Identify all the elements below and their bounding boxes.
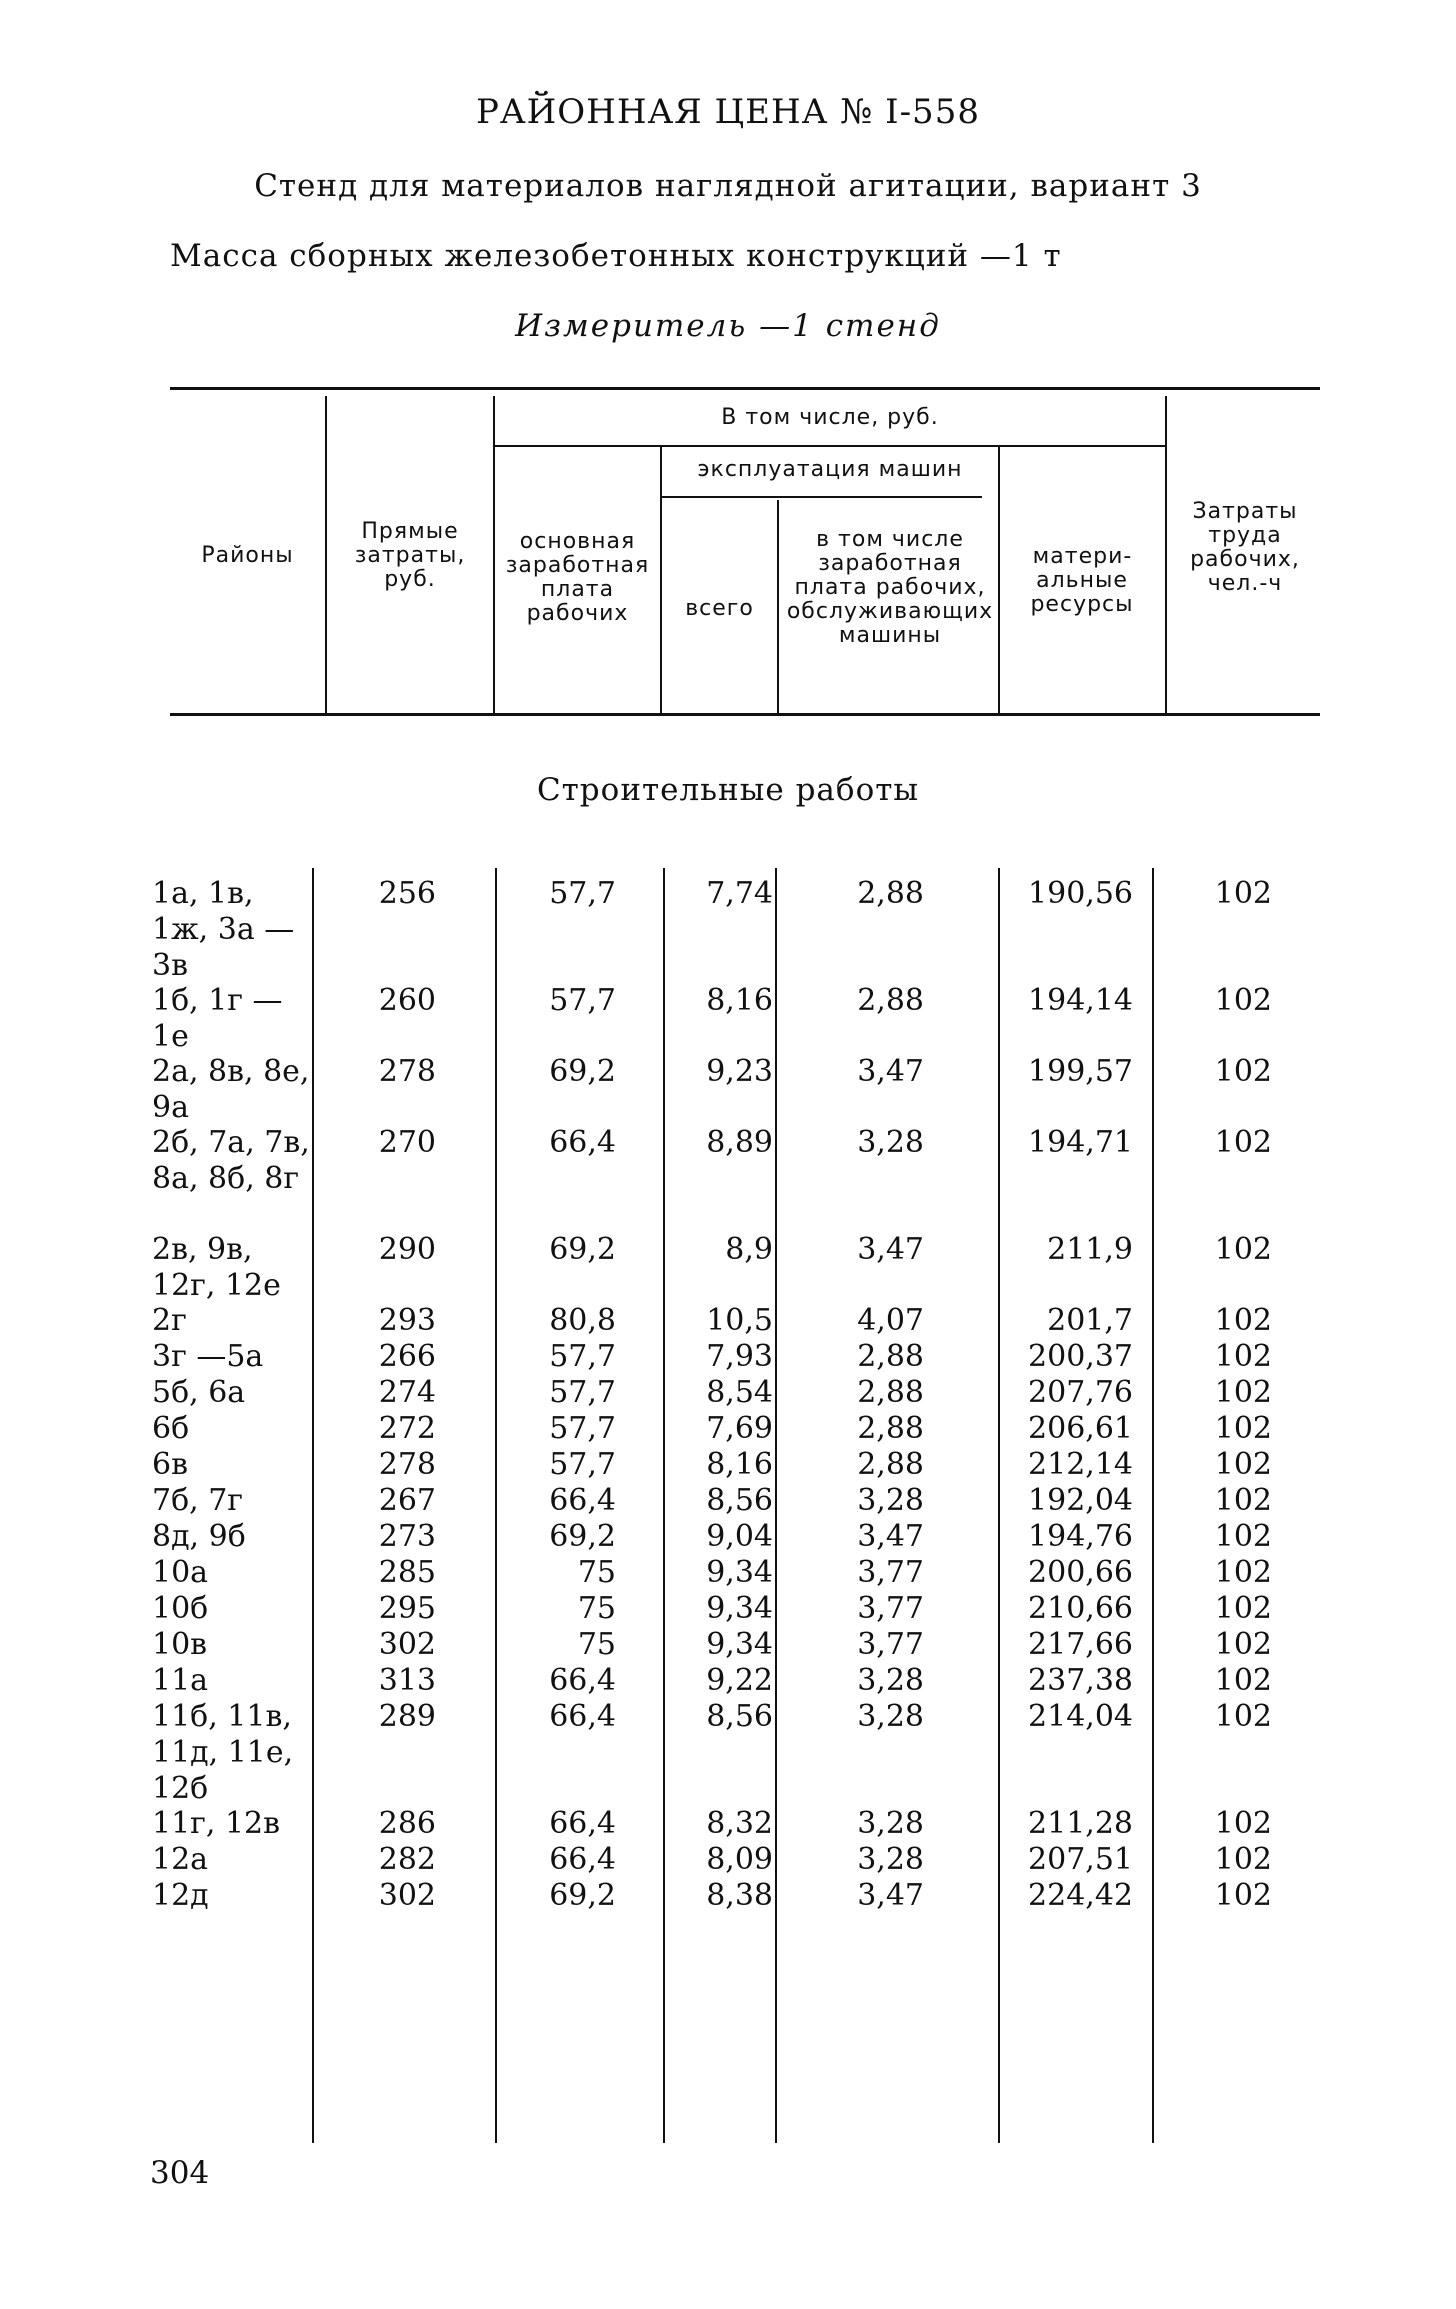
direct-costs-cell: 295 <box>378 1591 436 1626</box>
direct-costs-cell: 302 <box>378 1878 436 1913</box>
materials-cell: 207,51 <box>1028 1842 1133 1877</box>
labor-cell: 102 <box>1214 876 1272 911</box>
region-cell: 11б, 11в, 11д, 11е, 12б <box>152 1699 294 1806</box>
region-cell: 5б, 6а <box>152 1375 246 1410</box>
page-number: 304 <box>150 2155 210 2191</box>
labor-cell: 102 <box>1214 1303 1272 1338</box>
base-wage-cell: 57,7 <box>549 876 616 911</box>
machine-wage-cell: 3,47 <box>857 1054 924 1089</box>
machine-wage-cell: 4,07 <box>857 1303 924 1338</box>
materials-cell: 210,66 <box>1028 1591 1133 1626</box>
base-wage-cell: 66,4 <box>549 1699 616 1734</box>
machine-total-cell: 9,23 <box>706 1054 773 1089</box>
direct-costs-cell: 274 <box>378 1375 436 1410</box>
region-cell: 12а <box>152 1842 209 1877</box>
unit-line: Измеритель —1 стенд <box>515 308 941 344</box>
direct-costs-cell: 272 <box>378 1411 436 1446</box>
header-regions: Районы <box>201 543 294 568</box>
machine-wage-cell: 2,88 <box>857 1375 924 1410</box>
direct-costs-cell: 266 <box>378 1339 436 1374</box>
materials-cell: 201,7 <box>1047 1303 1133 1338</box>
labor-cell: 102 <box>1214 1806 1272 1841</box>
header-divider-3 <box>660 447 662 714</box>
direct-costs-cell: 273 <box>378 1519 436 1554</box>
base-wage-cell: 69,2 <box>549 1878 616 1913</box>
materials-cell: 200,37 <box>1028 1339 1133 1374</box>
direct-costs-cell: 256 <box>378 876 436 911</box>
header-including: В том числе, руб. <box>721 405 939 430</box>
header-divider-2 <box>493 396 495 714</box>
region-cell: 8д, 9б <box>152 1519 246 1554</box>
machine-wage-cell: 3,28 <box>857 1663 924 1698</box>
machine-wage-cell: 3,47 <box>857 1519 924 1554</box>
base-wage-cell: 69,2 <box>549 1054 616 1089</box>
labor-cell: 102 <box>1214 1842 1272 1877</box>
region-cell: 6в <box>152 1447 188 1482</box>
direct-costs-cell: 270 <box>378 1125 436 1160</box>
region-cell: 6б <box>152 1411 190 1446</box>
base-wage-cell: 80,8 <box>549 1303 616 1338</box>
machine-wage-cell: 2,88 <box>857 1339 924 1374</box>
labor-cell: 102 <box>1214 1447 1272 1482</box>
header-divider-6 <box>1165 396 1167 714</box>
machine-wage-cell: 3,28 <box>857 1806 924 1841</box>
labor-cell: 102 <box>1214 1339 1272 1374</box>
materials-cell: 224,42 <box>1028 1878 1133 1913</box>
base-wage-cell: 57,7 <box>549 983 616 1018</box>
machine-total-cell: 9,22 <box>706 1663 773 1698</box>
machine-total-cell: 9,34 <box>706 1555 773 1590</box>
machine-wage-cell: 3,28 <box>857 1699 924 1734</box>
direct-costs-cell: 278 <box>378 1054 436 1089</box>
region-cell: 11г, 12в <box>152 1806 281 1841</box>
header-base-wage: основная заработная плата рабочих <box>505 529 650 626</box>
region-cell: 10в <box>152 1627 208 1662</box>
materials-cell: 211,28 <box>1028 1806 1133 1841</box>
section-title: Строительные работы <box>536 772 920 808</box>
region-cell: 2в, 9в, 12г, 12е <box>152 1232 281 1303</box>
header-labor: Затраты труда рабочих, чел.-ч <box>1190 499 1300 596</box>
direct-costs-cell: 289 <box>378 1699 436 1734</box>
materials-cell: 237,38 <box>1028 1663 1133 1698</box>
machine-total-cell: 9,34 <box>706 1591 773 1626</box>
materials-cell: 200,66 <box>1028 1555 1133 1590</box>
materials-cell: 194,14 <box>1028 983 1133 1018</box>
region-cell: 3г —5а <box>152 1339 264 1374</box>
machine-wage-cell: 3,47 <box>857 1232 924 1267</box>
direct-costs-cell: 290 <box>378 1232 436 1267</box>
base-wage-cell: 66,4 <box>549 1125 616 1160</box>
materials-cell: 207,76 <box>1028 1375 1133 1410</box>
machine-total-cell: 8,38 <box>706 1878 773 1913</box>
base-wage-cell: 75 <box>577 1591 616 1626</box>
machine-total-cell: 8,32 <box>706 1806 773 1841</box>
header-machine-wage: в том числе заработная плата рабочих, обслуживающих машины <box>786 527 994 648</box>
materials-cell: 194,76 <box>1028 1519 1133 1554</box>
page-title: РАЙОННАЯ ЦЕНА № I-558 <box>476 92 980 132</box>
header-machine-operation: эксплуатация машин <box>697 457 963 482</box>
direct-costs-cell: 285 <box>378 1555 436 1590</box>
base-wage-cell: 57,7 <box>549 1339 616 1374</box>
machine-wage-cell: 3,47 <box>857 1878 924 1913</box>
labor-cell: 102 <box>1214 1663 1272 1698</box>
header-bottom-rule <box>170 713 1320 716</box>
labor-cell: 102 <box>1214 1627 1272 1662</box>
direct-costs-cell: 302 <box>378 1627 436 1662</box>
materials-cell: 206,61 <box>1028 1411 1133 1446</box>
direct-costs-cell: 260 <box>378 983 436 1018</box>
base-wage-cell: 66,4 <box>549 1483 616 1518</box>
labor-cell: 102 <box>1214 1591 1272 1626</box>
machine-operation-rule <box>662 496 982 498</box>
region-cell: 1б, 1г — 1е <box>152 983 283 1054</box>
labor-cell: 102 <box>1214 1411 1272 1446</box>
base-wage-cell: 69,2 <box>549 1232 616 1267</box>
machine-total-cell: 9,04 <box>706 1519 773 1554</box>
table-top-rule <box>170 387 1320 390</box>
base-wage-cell: 75 <box>577 1627 616 1662</box>
machine-total-cell: 8,56 <box>706 1699 773 1734</box>
machine-total-cell: 8,16 <box>706 1447 773 1482</box>
base-wage-cell: 57,7 <box>549 1411 616 1446</box>
base-wage-cell: 57,7 <box>549 1375 616 1410</box>
direct-costs-cell: 293 <box>378 1303 436 1338</box>
region-cell: 12д <box>152 1878 209 1913</box>
header-materials: материальные ресурсы <box>1030 544 1134 617</box>
labor-cell: 102 <box>1214 1519 1272 1554</box>
region-cell: 2б, 7а, 7в, 8а, 8б, 8г <box>152 1125 310 1196</box>
machine-wage-cell: 2,88 <box>857 876 924 911</box>
materials-cell: 194,71 <box>1028 1125 1133 1160</box>
region-cell: 2а, 8в, 8е, 9а <box>152 1054 310 1125</box>
region-cell: 10б <box>152 1591 209 1626</box>
labor-cell: 102 <box>1214 1483 1272 1518</box>
machine-total-cell: 8,89 <box>706 1125 773 1160</box>
machine-total-cell: 8,56 <box>706 1483 773 1518</box>
direct-costs-cell: 267 <box>378 1483 436 1518</box>
base-wage-cell: 66,4 <box>549 1842 616 1877</box>
machine-total-cell: 7,69 <box>706 1411 773 1446</box>
labor-cell: 102 <box>1214 1232 1272 1267</box>
machine-total-cell: 9,34 <box>706 1627 773 1662</box>
including-rule <box>495 445 1165 447</box>
materials-cell: 211,9 <box>1047 1232 1133 1267</box>
labor-cell: 102 <box>1214 1878 1272 1913</box>
document-subtitle: Стенд для материалов наглядной агитации, вариант 3 <box>254 168 1202 204</box>
direct-costs-cell: 282 <box>378 1842 436 1877</box>
region-cell: 11а <box>152 1663 209 1698</box>
machine-total-cell: 10,5 <box>706 1303 773 1338</box>
base-wage-cell: 75 <box>577 1555 616 1590</box>
labor-cell: 102 <box>1214 1375 1272 1410</box>
materials-cell: 212,14 <box>1028 1447 1133 1482</box>
direct-costs-cell: 286 <box>378 1806 436 1841</box>
machine-total-cell: 8,54 <box>706 1375 773 1410</box>
mass-line: Масса сборных железобетонных конструкций —1 т <box>170 238 1062 274</box>
machine-wage-cell: 2,88 <box>857 1447 924 1482</box>
materials-cell: 192,04 <box>1028 1483 1133 1518</box>
machine-wage-cell: 3,77 <box>857 1555 924 1590</box>
header-divider-1 <box>325 396 327 714</box>
machine-wage-cell: 3,77 <box>857 1591 924 1626</box>
base-wage-cell: 66,4 <box>549 1663 616 1698</box>
labor-cell: 102 <box>1214 1555 1272 1590</box>
header-divider-4 <box>777 500 779 714</box>
base-wage-cell: 66,4 <box>549 1806 616 1841</box>
header-machine-total: всего <box>685 596 754 621</box>
machine-wage-cell: 2,88 <box>857 1411 924 1446</box>
region-cell: 10а <box>152 1555 209 1590</box>
materials-cell: 199,57 <box>1028 1054 1133 1089</box>
materials-cell: 190,56 <box>1028 876 1133 911</box>
labor-cell: 102 <box>1214 1054 1272 1089</box>
region-cell: 2г <box>152 1303 187 1338</box>
region-cell: 7б, 7г <box>152 1483 244 1518</box>
machine-wage-cell: 3,28 <box>857 1125 924 1160</box>
base-wage-cell: 69,2 <box>549 1519 616 1554</box>
machine-total-cell: 8,16 <box>706 983 773 1018</box>
base-wage-cell: 57,7 <box>549 1447 616 1482</box>
materials-cell: 217,66 <box>1028 1627 1133 1662</box>
header-divider-5 <box>998 447 1000 714</box>
machine-total-cell: 7,93 <box>706 1339 773 1374</box>
labor-cell: 102 <box>1214 1125 1272 1160</box>
header-direct-costs: Прямые затраты, руб. <box>354 519 466 592</box>
machine-wage-cell: 3,28 <box>857 1483 924 1518</box>
materials-cell: 214,04 <box>1028 1699 1133 1734</box>
machine-wage-cell: 3,77 <box>857 1627 924 1662</box>
region-cell: 1а, 1в, 1ж, 3а — 3в <box>152 876 295 983</box>
machine-total-cell: 8,09 <box>706 1842 773 1877</box>
machine-total-cell: 8,9 <box>725 1232 773 1267</box>
machine-wage-cell: 2,88 <box>857 983 924 1018</box>
machine-total-cell: 7,74 <box>706 876 773 911</box>
direct-costs-cell: 278 <box>378 1447 436 1482</box>
labor-cell: 102 <box>1214 1699 1272 1734</box>
machine-wage-cell: 3,28 <box>857 1842 924 1877</box>
labor-cell: 102 <box>1214 983 1272 1018</box>
direct-costs-cell: 313 <box>378 1663 436 1698</box>
